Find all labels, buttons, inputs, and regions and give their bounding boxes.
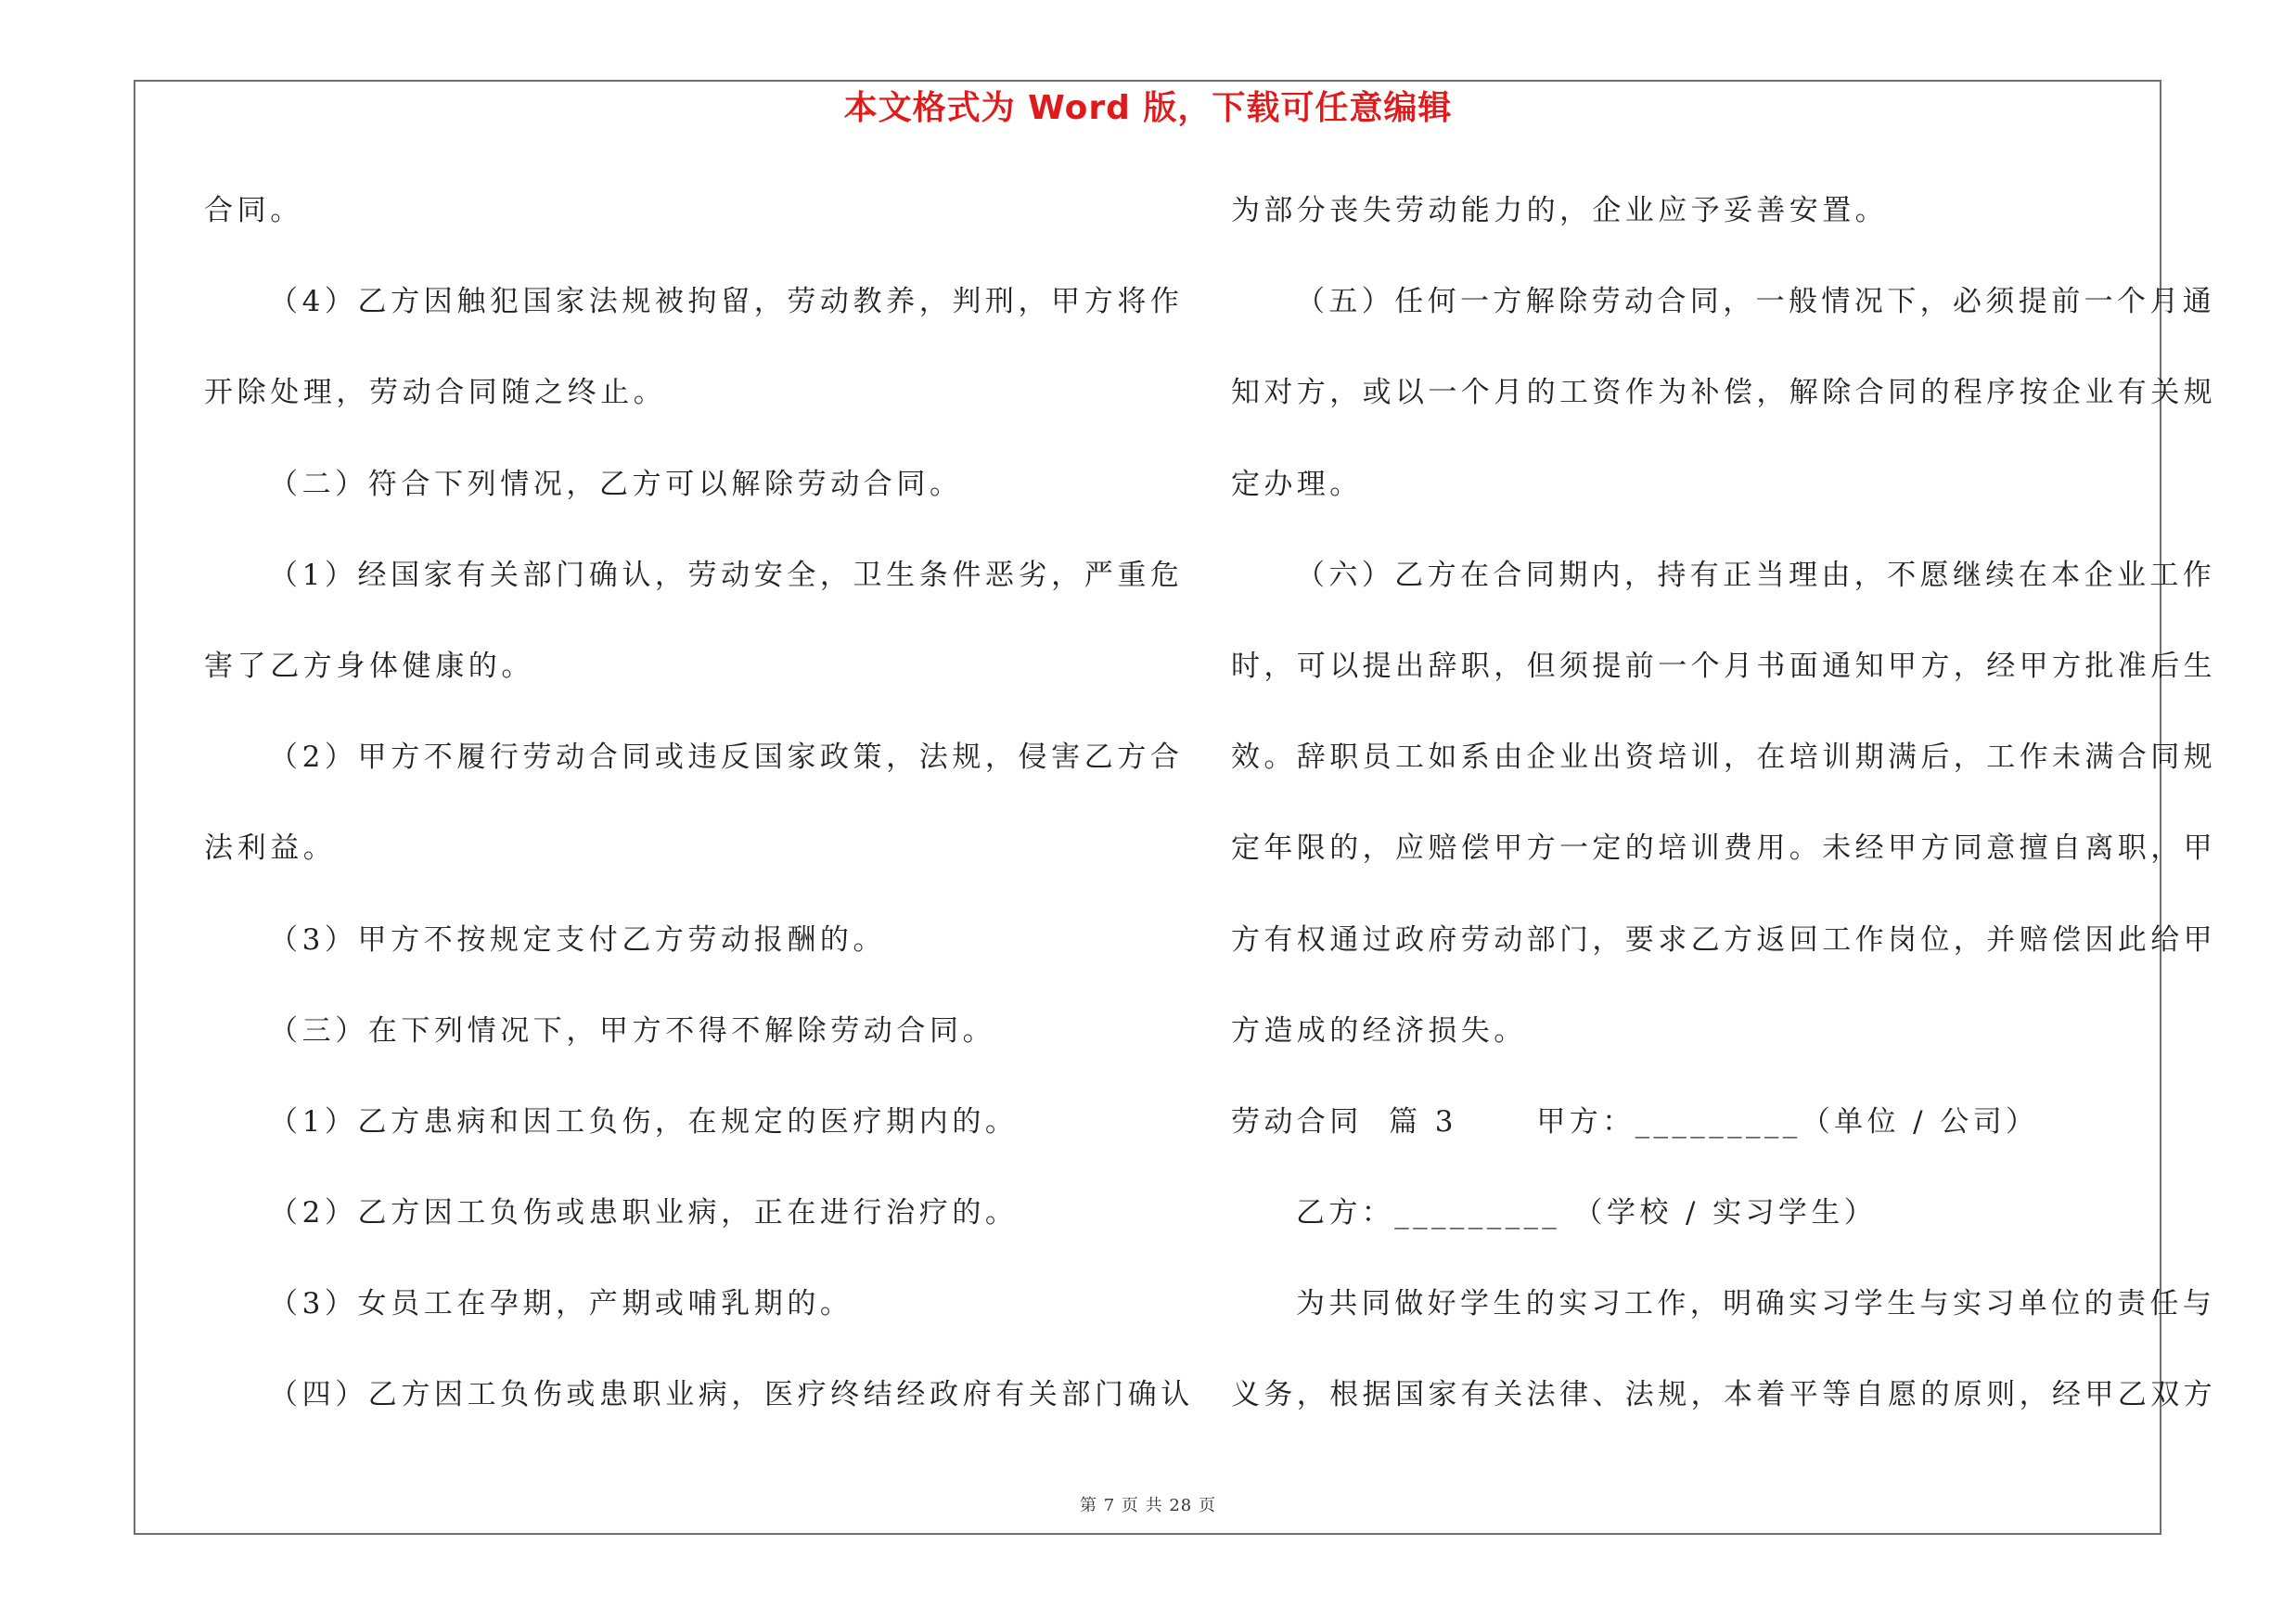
page-header-title: 本文格式为 Word 版，下载可任意编辑 (843, 89, 1453, 127)
paragraph-line: 开除处理，劳动合同随之终止。 (204, 376, 667, 410)
paragraph-line: （3）甲方不按规定支付乙方劳动报酬的。 (269, 922, 887, 957)
paragraph-line: （六）乙方在合同期内，持有正当理由，不愿继续在本企业工作 (1296, 558, 2216, 592)
paragraph-line: 知对方，或以一个月的工资作为补偿，解除合同的程序按企业有关规 (1231, 376, 2216, 410)
left-text-column (204, 182, 1194, 1458)
paragraph-line: （2）甲方不履行劳动合同或违反国家政策，法规，侵害乙方合 (269, 741, 1184, 775)
paragraph-line: 方有权通过政府劳动部门，要求乙方返回工作岗位，并赔偿因此给甲 (1231, 922, 2216, 957)
paragraph-line: （四）乙方因工负伤或患职业病，医疗终结经政府有关部门确认 (269, 1378, 1194, 1412)
paragraph-line: 为共同做好学生的实习工作，明确实习学生与实习单位的责任与 (1296, 1287, 2216, 1321)
paragraph-line: 方造成的经济损失。 (1231, 1013, 1527, 1048)
paragraph-line: （4）乙方因触犯国家法规被拘留，劳动教养，判刑，甲方将作 (269, 285, 1184, 319)
paragraph-line: （二）符合下列情况，乙方可以解除劳动合同。 (269, 467, 963, 501)
paragraph-line: 效。辞职员工如系由企业出资培训，在培训期满后，工作未满合同规 (1231, 741, 2216, 775)
paragraph-line: 定办理。 (1231, 467, 1363, 501)
page-number-footer: 第 7 页 共 28 页 (1080, 1496, 1216, 1515)
paragraph-line: 乙方：_________ （学校 / 实习学生） (1296, 1196, 1878, 1230)
paragraph-line: 合同。 (204, 194, 303, 227)
paragraph-line: 时，可以提出辞职，但须提前一个月书面通知甲方，经甲方批准后生 (1231, 649, 2216, 683)
right-text-column (1231, 182, 2216, 1458)
paragraph-line: 法利益。 (204, 831, 337, 866)
paragraph-line: （五）任何一方解除劳动合同，一般情况下，必须提前一个月通 (1296, 285, 2216, 319)
paragraph-line: 义务，根据国家有关法律、法规，本着平等自愿的原则，经甲乙双方 (1231, 1378, 2216, 1412)
paragraph-line: 定年限的，应赔偿甲方一定的培训费用。未经甲方同意擅自离职，甲 (1231, 831, 2216, 866)
paragraph-line: （3）女员工在孕期，产期或哺乳期的。 (269, 1287, 853, 1321)
paragraph-line: 为部分丧失劳动能力的，企业应予妥善安置。 (1231, 194, 1888, 227)
paragraph-line: （1）经国家有关部门确认，劳动安全，卫生条件恶劣，严重危 (269, 558, 1184, 592)
paragraph-line: （1）乙方患病和因工负伤，在规定的医疗期内的。 (269, 1104, 1019, 1139)
paragraph-line: 害了乙方身体健康的。 (204, 649, 534, 683)
section-heading-line: 劳动合同 篇 3 甲方：_________（单位 / 公司） (1231, 1104, 2039, 1139)
paragraph-line: （2）乙方因工负伤或患职业病，正在进行治疗的。 (269, 1196, 1019, 1230)
paragraph-line: （三）在下列情况下，甲方不得不解除劳动合同。 (269, 1013, 996, 1048)
